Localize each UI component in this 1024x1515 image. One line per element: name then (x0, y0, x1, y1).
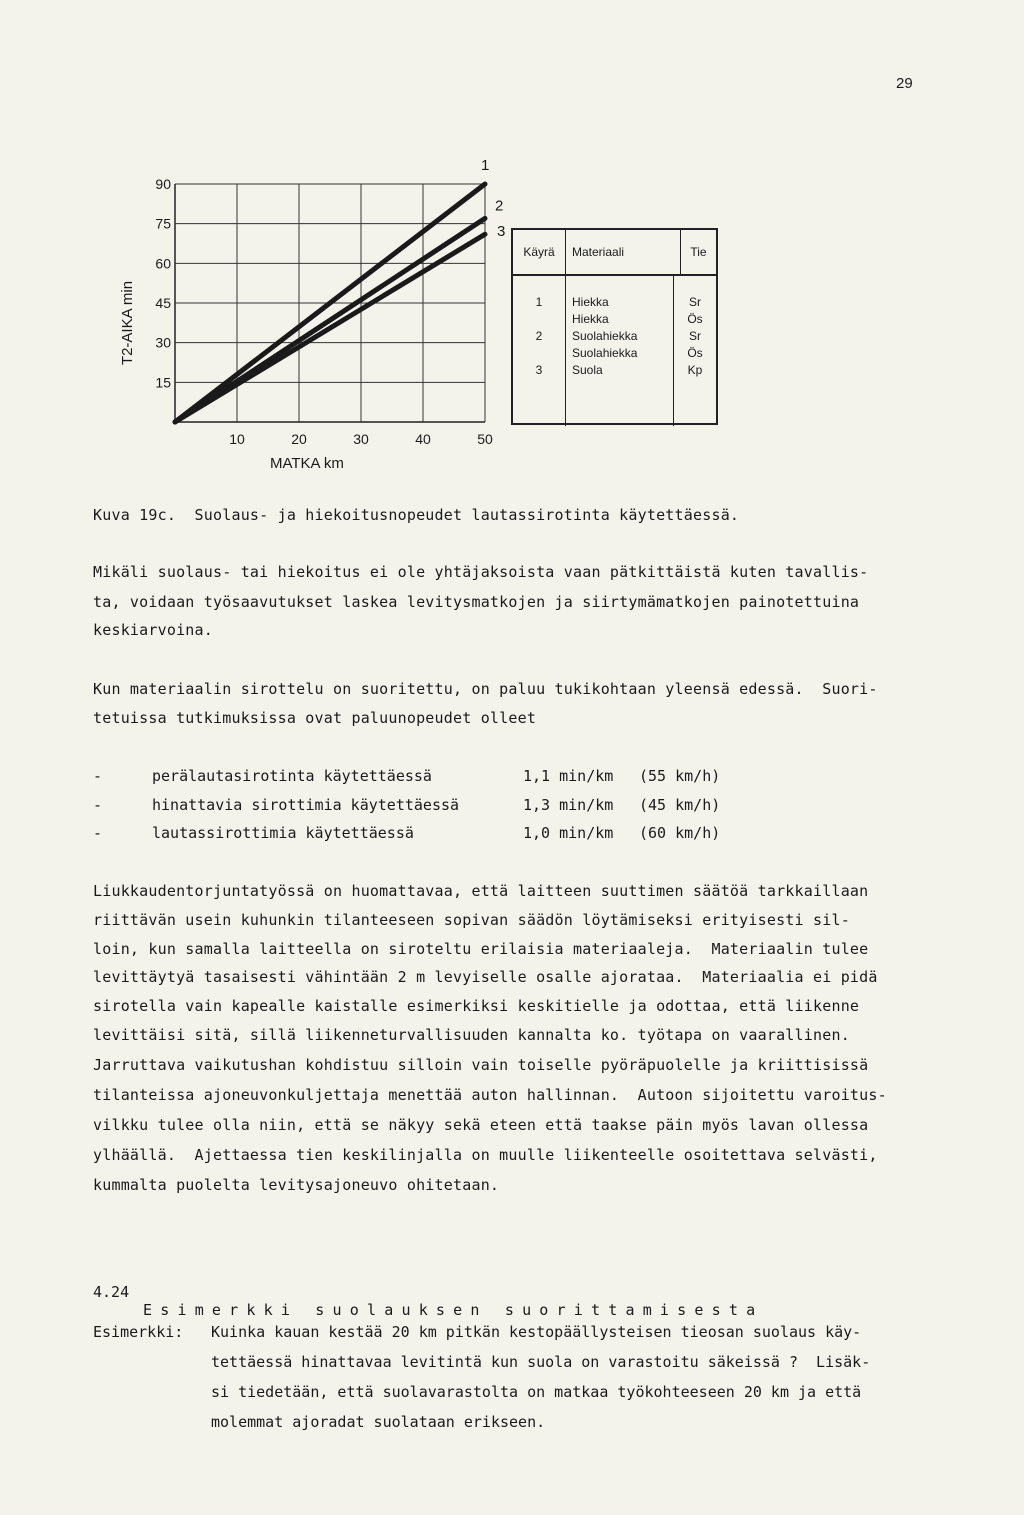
x-tick-label: 30 (353, 431, 369, 447)
cell: Ös (687, 312, 703, 326)
cell: Sr (689, 295, 701, 309)
list-dash: - (93, 796, 103, 814)
paragraph-line: loin, kun samalla laitteella on siroteltu erilaisia materiaaleja. Materiaalin tulee (93, 940, 869, 958)
y-tick-label: 30 (155, 334, 171, 351)
section-title: Esimerkki suolauksen suorittamisesta (143, 1301, 764, 1319)
legend-col-tie (674, 276, 716, 426)
legend-col-materiaali (566, 276, 674, 426)
x-axis-label: MATKA km (270, 455, 344, 472)
cell: Suolahiekka (572, 329, 638, 343)
cell: 3 (535, 363, 543, 377)
x-tick-label: 20 (291, 431, 307, 447)
paragraph-line: riittävän usein kuhunkin tilanteeseen sopivan säädön löytämiseksi erityisesti sil- (93, 911, 850, 929)
section-heading (93, 1265, 764, 1319)
series-line-3 (175, 234, 485, 422)
y-tick-label: 60 (155, 255, 171, 272)
paragraph-line: vilkku tulee olla niin, että se näkyy sekä eteen että taakse päin myös lavan ollessa (93, 1116, 869, 1134)
cell: 1 (535, 295, 543, 309)
list-rate: 1,1 min/km (523, 767, 614, 785)
cell: Ös (687, 346, 703, 360)
example-label: Esimerkki: (93, 1323, 184, 1341)
cell: Suolahiekka (572, 346, 638, 360)
list-text: lautassirottimia käytettäessä (152, 824, 414, 842)
x-tick-label: 50 (477, 431, 493, 447)
legend-table-body (513, 276, 716, 426)
example-line: tettäessä hinattavaa levitintä kun suola on varastoitu säkeissä ? Lisäk- (211, 1353, 871, 1371)
legend-table-header (513, 230, 716, 276)
paragraph-line: tilanteissa ajoneuvonkuljettaja menettää auton hallinnan. Autoon sijoitettu varoitus- (93, 1086, 887, 1104)
list-dash: - (93, 767, 103, 785)
paragraph-line: tetuissa tutkimuksissa ovat paluunopeudet olleet (93, 709, 537, 727)
example-line: Kuinka kauan kestää 20 km pitkän kestopäällysteisen tieosan suolaus käy- (211, 1323, 862, 1341)
figure-caption: Kuva 19c. Suolaus- ja hiekoitusnopeudet lautassirotinta käytettäessä. (93, 506, 740, 524)
list-speed: (60 km/h) (639, 824, 721, 842)
series-label-3: 3 (497, 223, 506, 241)
y-axis-label: T2-AIKA min (119, 280, 136, 366)
series-label-2: 2 (495, 197, 504, 215)
list-speed: (45 km/h) (639, 796, 721, 814)
list-text: perälautasirotinta käytettäessä (152, 767, 432, 785)
paragraph-line: levittäytyä tasaisesti vähintään 2 m levyiselle osalle ajorataa. Materiaalia ei pidä (93, 968, 878, 986)
series-label-1: 1 (481, 160, 490, 174)
header-materiaali: Materiaali (566, 230, 681, 274)
paragraph-line: ta, voidaan työsaavutukset laskea levitysmatkojen ja siirtymämatkojen painotettuina (93, 593, 860, 611)
section-number: 4.24 (93, 1283, 130, 1301)
paragraph-line: Jarruttava vaikutushan kohdistuu silloin vain toiselle pyöräpuolelle ja kriittisissä (93, 1056, 869, 1074)
travel-time-chart (100, 160, 540, 480)
legend-col-kayra (513, 276, 566, 426)
legend-table (511, 228, 718, 425)
y-tick-label: 15 (155, 374, 171, 391)
example-line: molemmat ajoradat suolataan erikseen. (211, 1413, 546, 1431)
paragraph-line: Liukkaudentorjuntatyössä on huomattavaa, että laitteen suuttimen säätöä tarkkaillaan (93, 882, 869, 900)
y-tick-label: 75 (155, 215, 171, 232)
list-rate: 1,0 min/km (523, 824, 614, 842)
cell: Kp (687, 363, 703, 377)
paragraph-line: keskiarvoina. (93, 621, 213, 639)
paragraph-line: ylhäällä. Ajettaessa tien keskilinjalla on muulle liikenteelle osoitettava selvästi, (93, 1146, 878, 1164)
y-tick-label: 45 (155, 295, 171, 311)
paragraph-line: levittäisi sitä, sillä liikenneturvallisuuden kannalta ko. työtapa on vaarallinen. (93, 1026, 850, 1044)
header-tie: Tie (690, 245, 707, 259)
cell: 2 (535, 329, 543, 343)
paragraph-line: sirotella vain kapealle kaistalle esimerkiksi keskitielle ja odottaa, että liikenne (93, 997, 860, 1015)
page-number: 29 (896, 75, 913, 92)
cell: Hiekka (572, 312, 609, 326)
list-text: hinattavia sirottimia käytettäessä (152, 796, 460, 814)
paragraph-line: kummalta puolelta levitysajoneuvo ohitetaan. (93, 1176, 500, 1194)
paragraph-line: Kun materiaalin sirottelu on suoritettu, on paluu tukikohtaan yleensä edessä. Suori- (93, 680, 878, 698)
cell: Sr (689, 329, 701, 343)
cell: Hiekka (572, 295, 609, 309)
header-kayra: Käyrä (513, 230, 566, 274)
list-dash: - (93, 824, 103, 842)
x-tick-label: 10 (229, 431, 245, 447)
cell: Suola (572, 363, 603, 377)
x-tick-label: 40 (415, 431, 431, 447)
list-speed: (55 km/h) (639, 767, 721, 785)
list-rate: 1,3 min/km (523, 796, 614, 814)
y-tick-label: 90 (155, 176, 171, 192)
paragraph-line: Mikäli suolaus- tai hiekoitus ei ole yhtäjaksoista vaan pätkittäistä kuten tavallis- (93, 563, 869, 581)
example-line: si tiedetään, että suolavarastolta on matkaa työkohteeseen 20 km ja että (211, 1383, 862, 1401)
chart-svg (100, 160, 540, 480)
